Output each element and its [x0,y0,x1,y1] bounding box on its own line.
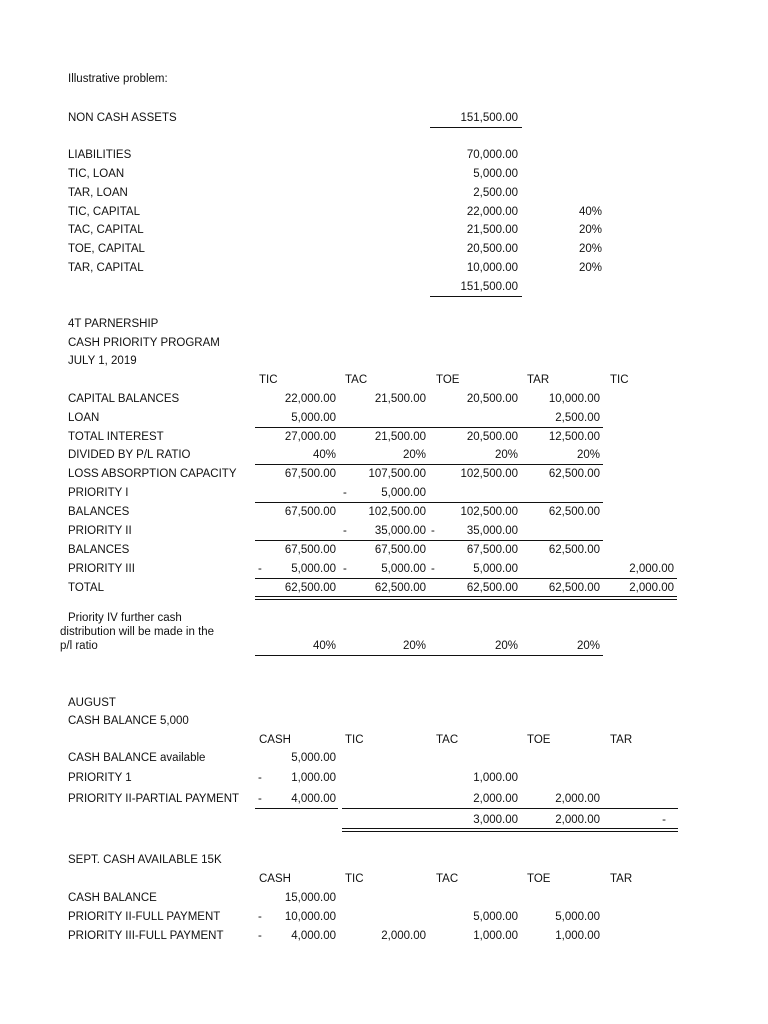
september-toe-cell: 1,000.00 [555,930,600,942]
divider [255,578,677,579]
program-cell: 40% [312,449,336,461]
program-cell: 5,000.00 [291,563,336,575]
program-column-header: TAC [345,374,368,386]
program-cell: 62,500.00 [466,582,518,594]
september-column-header: TAC [436,873,459,885]
balance-row-label: TOE, CAPITAL [68,243,145,255]
balance-row-label: TIC, CAPITAL [68,206,140,218]
august-tac-cell: 1,000.00 [473,772,518,784]
program-cell: 20% [402,449,426,461]
balance-row-value: 70,000.00 [466,149,518,161]
program-row-label: LOSS ABSORPTION CAPACITY [68,468,237,480]
august-row-label: CASH BALANCE available [68,752,206,764]
program-cell: 20% [494,449,518,461]
divider [430,296,522,297]
program-cell: 62,500.00 [548,506,600,518]
program-row-label: TOTAL [68,582,104,594]
september-column-header: TOE [527,873,551,885]
program-row-label: BALANCES [68,506,130,518]
document-title: Illustrative problem: [68,73,168,85]
program-heading-partnership: 4T PARNERSHIP [68,318,159,330]
program-cell: 107,500.00 [368,468,426,480]
program-cell: 62,500.00 [548,544,600,556]
september-column-header: TIC [345,873,364,885]
program-cell: 27,000.00 [284,431,336,443]
negative-dash: - [258,930,262,942]
negative-dash: - [258,563,262,575]
program-cell: 67,500.00 [284,544,336,556]
program-cell: 5,000.00 [291,412,336,424]
balance-row-value: 2,500.00 [473,187,518,199]
september-cash-cell: 10,000.00 [284,911,336,923]
priority-iv-ratio: 20% [494,640,518,652]
balance-total: 151,500.00 [460,281,518,293]
double-underline [255,596,677,600]
program-heading-title: CASH PRIORITY PROGRAM [68,337,220,349]
program-cell: 12,500.00 [548,431,600,443]
august-column-header: TAR [610,734,633,746]
program-cell: 20,500.00 [466,393,518,405]
program-cell: 5,000.00 [381,563,426,575]
priority-iv-note: distribution will be made in the [60,626,215,638]
negative-dash: - [343,563,347,575]
negative-dash: - [258,772,262,784]
negative-dash: - [431,525,435,537]
negative-dash: - [258,911,262,923]
priority-iv-ratio: 40% [312,640,336,652]
september-cash-cell: 15,000.00 [284,892,336,904]
program-cell: 102,500.00 [368,506,426,518]
non-cash-assets-value: 151,500.00 [460,112,518,124]
program-cell: 62,500.00 [284,582,336,594]
program-cell: 20,500.00 [466,431,518,443]
program-cell: 67,500.00 [284,506,336,518]
august-column-header: CASH [259,734,291,746]
program-row-label: DIVIDED BY P/L RATIO [68,449,191,461]
program-cell: 35,000.00 [374,525,426,537]
negative-dash: - [343,487,347,499]
august-total-toe: 2,000.00 [555,814,600,826]
program-column-header: TIC [610,374,629,386]
program-cell: 62,500.00 [374,582,426,594]
program-row-label: LOAN [68,412,100,424]
september-tac-cell: 5,000.00 [473,911,518,923]
priority-iv-ratio: 20% [576,640,600,652]
program-cell: 5,000.00 [381,487,426,499]
balance-row-value: 10,000.00 [466,262,518,274]
program-cell: 35,000.00 [466,525,518,537]
program-column-header: TOE [436,374,460,386]
balance-row-ratio: 20% [578,224,602,236]
balance-row-label: TIC, LOAN [68,168,125,180]
september-column-header: TAR [610,873,633,885]
divider [255,502,603,503]
program-cell: 67,500.00 [466,544,518,556]
balance-row-value: 22,000.00 [466,206,518,218]
august-row-label: PRIORITY 1 [68,772,132,784]
august-column-header: TOE [527,734,551,746]
program-cell: 2,000.00 [629,563,674,575]
program-row-label: TOTAL INTEREST [68,431,164,443]
september-heading: SEPT. CASH AVAILABLE 15K [68,854,222,866]
program-column-header: TIC [259,374,278,386]
balance-row-label: TAC, CAPITAL [68,224,144,236]
balance-row-ratio: 20% [578,243,602,255]
divider [430,127,522,128]
divider [255,464,603,465]
negative-dash: - [343,525,347,537]
program-cell: 21,500.00 [374,393,426,405]
september-row-label: PRIORITY III-FULL PAYMENT [68,930,224,942]
program-column-header: TAR [527,374,550,386]
double-underline [342,828,678,832]
august-heading: AUGUST [68,697,116,709]
august-toe-cell: 2,000.00 [555,793,600,805]
program-cell: 21,500.00 [374,431,426,443]
balance-row-label: LIABILITIES [68,149,132,161]
program-cell: 102,500.00 [460,468,518,480]
program-cell: 2,500.00 [555,412,600,424]
september-row-label: CASH BALANCE [68,892,157,904]
august-cash-cell: 4,000.00 [291,793,336,805]
program-cell: 67,500.00 [284,468,336,480]
program-row-label: PRIORITY III [68,563,135,575]
divider [255,427,603,428]
september-row-label: PRIORITY II-FULL PAYMENT [68,911,221,923]
priority-iv-ratio: 20% [402,640,426,652]
balance-row-ratio: 40% [578,206,602,218]
negative-dash: - [258,793,262,805]
september-tac-cell: 1,000.00 [473,930,518,942]
balance-row-ratio: 20% [578,262,602,274]
august-cash-balance-heading: CASH BALANCE 5,000 [68,715,189,727]
divider [255,808,338,809]
program-cell: 67,500.00 [374,544,426,556]
august-cash-cell: 5,000.00 [291,752,336,764]
program-cell: 62,500.00 [548,582,600,594]
september-toe-cell: 5,000.00 [555,911,600,923]
september-cash-cell: 4,000.00 [291,930,336,942]
balance-row-value: 20,500.00 [466,243,518,255]
september-column-header: CASH [259,873,291,885]
priority-iv-note: p/l ratio [60,640,98,652]
divider [255,540,603,541]
balance-row-value: 21,500.00 [466,224,518,236]
priority-iv-note: Priority IV further cash [68,612,182,624]
august-column-header: TIC [345,734,364,746]
divider [342,808,678,809]
august-cash-cell: 1,000.00 [291,772,336,784]
august-total-tac: 3,000.00 [473,814,518,826]
august-total-tar: - [662,814,666,826]
august-tac-cell: 2,000.00 [473,793,518,805]
program-cell: 62,500.00 [548,468,600,480]
balance-row-value: 5,000.00 [473,168,518,180]
september-tic-cell: 2,000.00 [381,930,426,942]
balance-row-label: TAR, LOAN [68,187,128,199]
august-row-label: PRIORITY II-PARTIAL PAYMENT [68,793,240,805]
program-row-label: PRIORITY I [68,487,129,499]
program-cell: 10,000.00 [548,393,600,405]
program-cell: 22,000.00 [284,393,336,405]
program-row-label: CAPITAL BALANCES [68,393,180,405]
balance-row-label: TAR, CAPITAL [68,262,144,274]
divider [255,655,603,656]
program-heading-date: JULY 1, 2019 [68,355,137,367]
program-cell: 102,500.00 [460,506,518,518]
non-cash-assets-label: NON CASH ASSETS [68,112,177,124]
program-cell: 2,000.00 [629,582,674,594]
program-row-label: PRIORITY II [68,525,132,537]
program-cell: 20% [576,449,600,461]
program-cell: 5,000.00 [473,563,518,575]
august-column-header: TAC [436,734,459,746]
negative-dash: - [431,563,435,575]
program-row-label: BALANCES [68,544,130,556]
